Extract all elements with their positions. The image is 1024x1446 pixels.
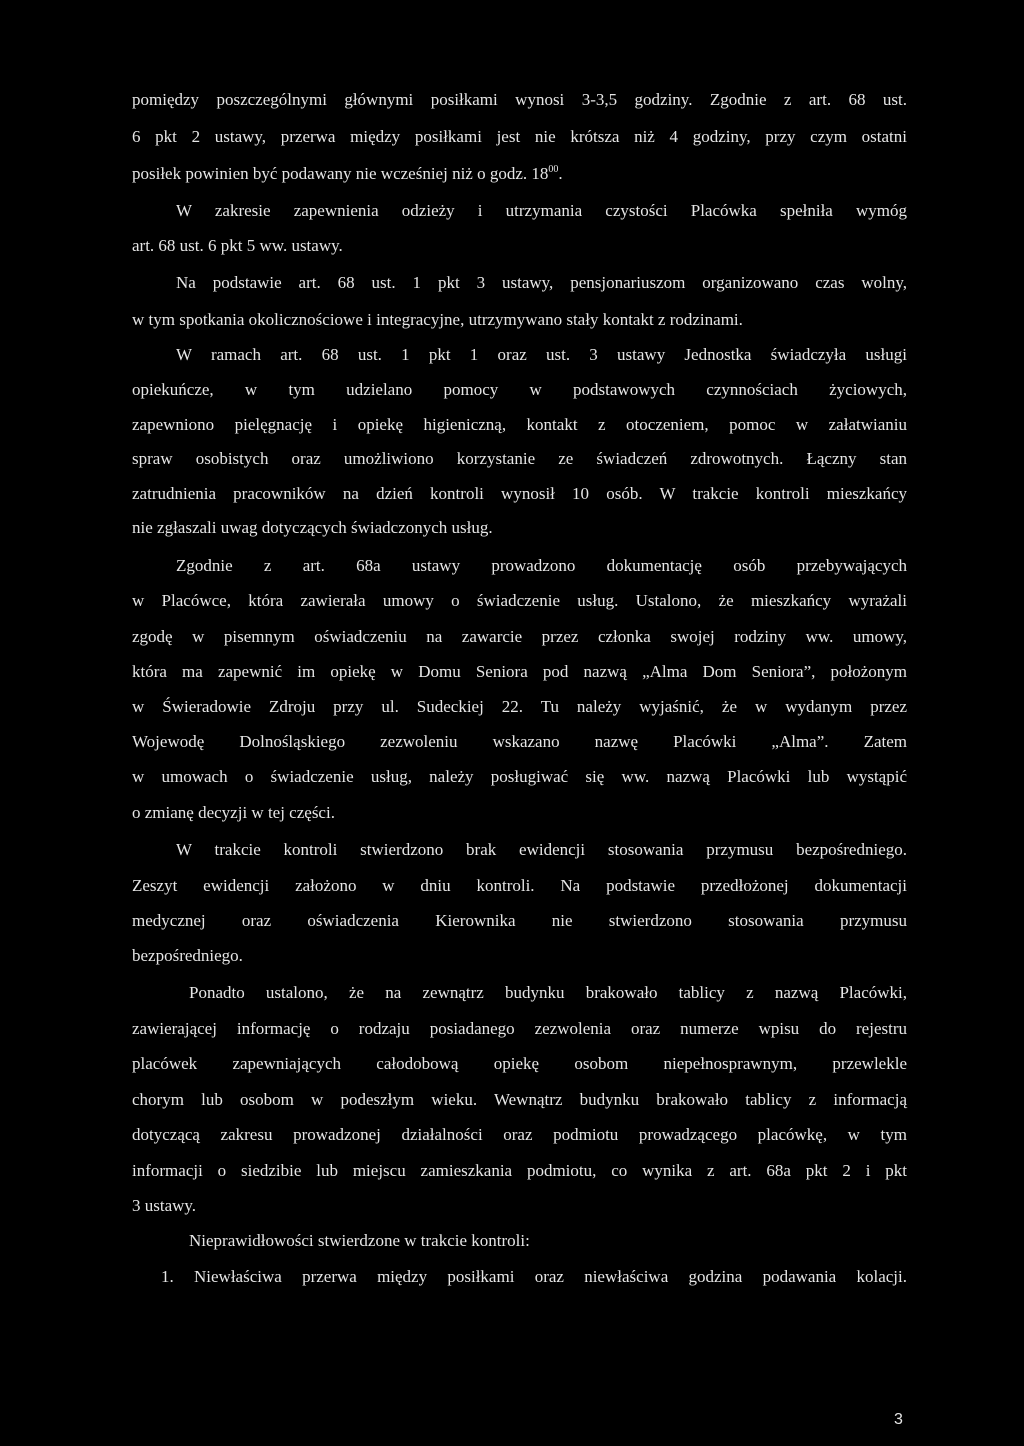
text-line: Wojewodę Dolnośląskiego zezwoleniu wskazano nazwę Placówki „Alma”. Zatem [132, 732, 907, 751]
text-line: W trakcie kontroli stwierdzono brak ewidencji stosowania przymusu bezpośredniego. [176, 840, 907, 859]
text-line: o zmianę decyzji w tej części. [132, 803, 335, 822]
text-line: medycznej oraz oświadczenia Kierownika nie stwierdzono stosowania przymusu [132, 911, 907, 930]
text-line: art. 68 ust. 6 pkt 5 ww. ustawy. [132, 236, 343, 255]
text-line: Na podstawie art. 68 ust. 1 pkt 3 ustawy, pensjonariuszom organizowano czas wolny, [176, 273, 907, 292]
list-item-number: 1. [161, 1267, 174, 1286]
text-line: zawierającej informację o rodzaju posiadanego zezwolenia oraz numerze wpisu do rejestru [132, 1019, 907, 1038]
text-line: zgodę w pisemnym oświadczeniu na zawarcie przez członka swojej rodziny ww. umowy, [132, 627, 907, 646]
text-line [132, 163, 907, 185]
text-line: spraw osobistych oraz umożliwiono korzystanie ze świadczeń zdrowotnych. Łączny stan [132, 449, 907, 468]
text-line: 3 ustawy. [132, 1196, 197, 1215]
list-item: Niewłaściwa przerwa między posiłkami oraz niewłaściwa godzina podawania kolacji. [194, 1267, 907, 1286]
page-number: 3 [894, 1411, 903, 1428]
time-superscript: 00 [548, 164, 559, 175]
text-line: placówek zapewniających całodobową opiekę osobom niepełnosprawnym, przewlekle [132, 1054, 907, 1073]
text-line: w Świeradowie Zdroju przy ul. Sudeckiej 22. Tu należy wyjaśnić, że w wydanym przez [132, 697, 907, 716]
text-line: Zgodnie z art. 68a ustawy prowadzono dokumentację osób przebywających [176, 556, 907, 575]
section-heading: Nieprawidłowości stwierdzone w trakcie kontroli: [189, 1231, 530, 1250]
text-line: zapewniono pielęgnację i opiekę higieniczną, kontakt z otoczeniem, pomoc w załatwianiu [132, 415, 907, 434]
text-line: informacji o siedzibie lub miejscu zamieszkania podmiotu, co wynika z art. 68a pkt 2 i pkt [132, 1161, 907, 1180]
text-line: W zakresie zapewnienia odzieży i utrzymania czystości Placówka spełniła wymóg [176, 201, 907, 220]
time-suffix: . [558, 164, 563, 183]
text-line: W ramach art. 68 ust. 1 pkt 1 oraz ust. 3 ustawy Jednostka świadczyła usługi [176, 345, 907, 364]
text-line: chorym lub osobom w podeszłym wieku. Wewnątrz budynku brakowało tablicy z informacją [132, 1090, 907, 1109]
text-line: opiekuńcze, w tym udzielano pomocy w podstawowych czynnościach życiowych, [132, 380, 907, 399]
text-line: zatrudnienia pracowników na dzień kontroli wynosił 10 osób. W trakcie kontroli mieszkańcy [132, 484, 907, 503]
text-line: bezpośredniego. [132, 946, 243, 965]
text-line: w tym spotkania okolicznościowe i integracyjne, utrzymywano stały kontakt z rodzinami. [132, 310, 743, 329]
text-line: w Placówce, która zawierała umowy o świadczenie usług. Ustalono, że mieszkańcy wyrażali [132, 591, 907, 610]
text-line: w umowach o świadczenie usług, należy posługiwać się ww. nazwą Placówki lub wystąpić [132, 767, 907, 786]
text-line: Zeszyt ewidencji założono w dniu kontroli. Na podstawie przedłożonej dokumentacji [132, 876, 907, 895]
text-line: dotyczącą zakresu prowadzonej działalności oraz podmiotu prowadzącego placówkę, w tym [132, 1125, 907, 1144]
text-line: pomiędzy poszczególnymi głównymi posiłkami wynosi 3-3,5 godziny. Zgodnie z art. 68 ust. [132, 90, 907, 109]
text-line: Ponadto ustalono, że na zewnątrz budynku brakowało tablicy z nazwą Placówki, [189, 983, 907, 1002]
text-line: która ma zapewnić im opiekę w Domu Seniora pod nazwą „Alma Dom Seniora”, położonym [132, 662, 907, 681]
text-line: nie zgłaszali uwag dotyczących świadczonych usług. [132, 518, 493, 537]
text-line: 6 pkt 2 ustawy, przerwa między posiłkami jest nie krótsza niż 4 godziny, przy czym ostatni [132, 127, 907, 146]
text-line-body: posiłek powinien być podawany nie wcześniej niż o godz. 18 [132, 164, 549, 183]
